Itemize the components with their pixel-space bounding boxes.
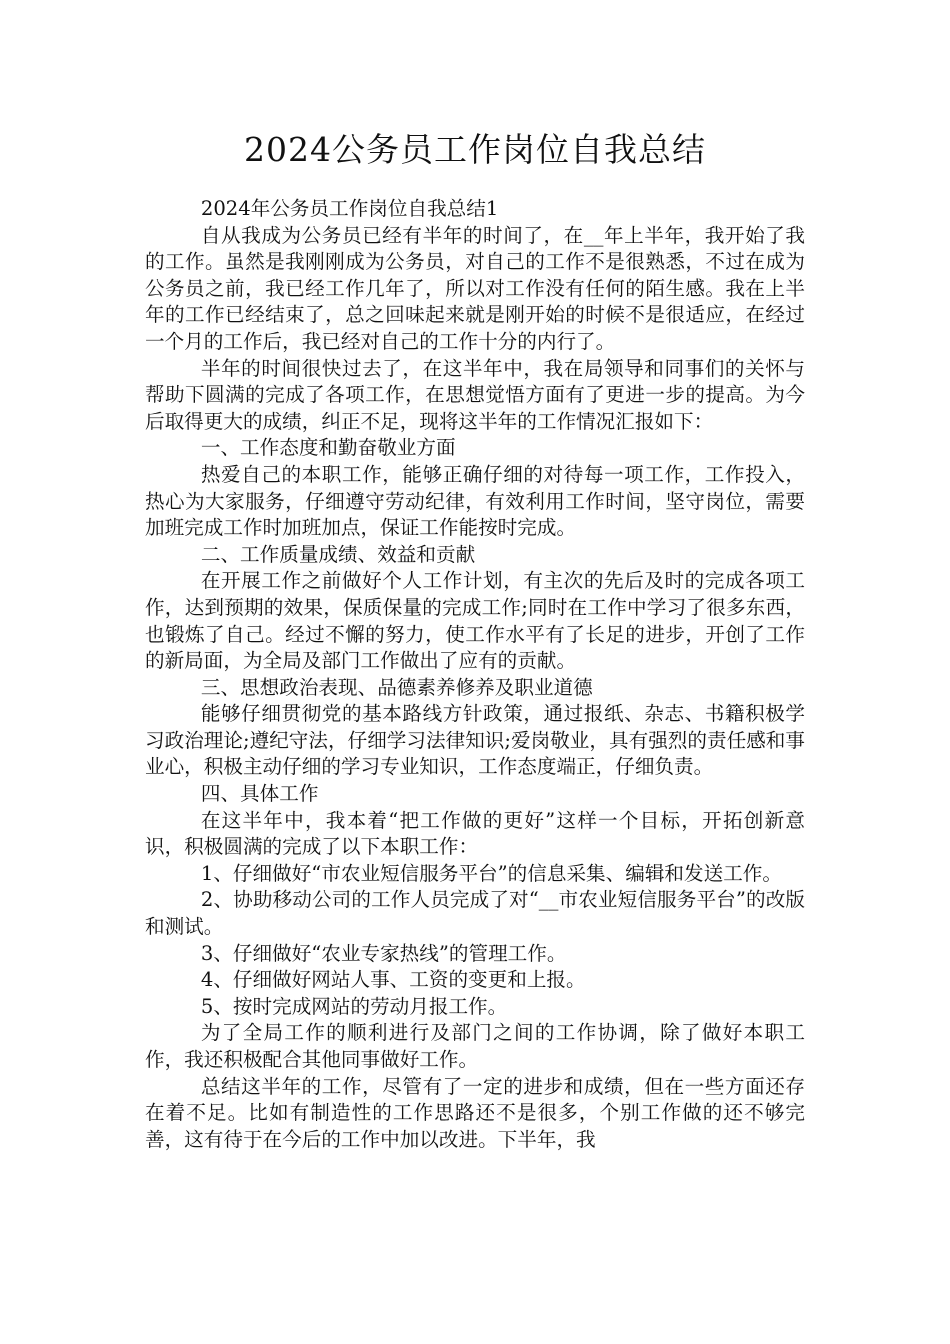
list-item-1: 1、仔细做好“市农业短信服务平台”的信息采集、编辑和发送工作。: [200, 861, 782, 885]
list-item-2: 2、协助移动公司的工作人员完成了对“__市农业短信服务平台”的改版和测试。: [145, 888, 805, 939]
paragraph-summary: 总结这半年的工作，尽管有了一定的进步和成绩，但在一些方面还存在着不足。比如有制造性的工作思路还不是很多，个别工作做的还不够完善，这有待于在今后的工作中加以改进。下半年，我: [145, 1074, 805, 1151]
paragraph-section-4: 在这半年中，我本着“把工作做的更好”这样一个目标，开拓创新意识，积极圆满的完成了以下本职工作：: [145, 808, 805, 859]
section-heading-3: 三、思想政治表现、品德素养修养及职业道德: [200, 675, 593, 699]
paragraph-section-3: 能够仔细贯彻党的基本路线方针政策，通过报纸、杂志、书籍积极学习政治理论;遵纪守法，仔细学习法律知识;爱岗敬业，具有强烈的责任感和事业心，积极主动仔细的学习专业知识，工作态度端正，仔细负责。: [145, 702, 805, 779]
paragraph-section-1: 热爱自己的本职工作，能够正确仔细的对待每一项工作，工作投入，热心为大家服务，仔细遵守劳动纪律，有效利用工作时间，坚守岗位，需要加班完成工作时加班加点，保证工作能按时完成。: [145, 462, 805, 540]
section-heading-4: 四、具体工作: [200, 782, 319, 806]
paragraph-overview: 半年的时间很快过去了，在这半年中，我在局领导和同事们的关怀与帮助下圆满的完成了各项工作，在思想觉悟方面有了更进一步的提高。为今后取得更大的成绩，纠正不足，现将这半年的工作情况汇报如下：: [145, 356, 805, 433]
paragraph-subtitle: 2024年公务员工作岗位自我总结1: [200, 197, 499, 220]
section-heading-2: 二、工作质量成绩、效益和贡献: [200, 542, 476, 566]
paragraph-section-2: 在开展工作之前做好个人工作计划，有主次的先后及时的完成各项工作，达到预期的效果，保质保量的完成工作;同时在工作中学习了很多东西，也锻炼了自己。经过不懈的努力，使工作水平有了长足的进步，开创了工作的新局面，为全局及部门工作做出了应有的贡献。: [145, 569, 805, 673]
list-item-4: 4、仔细做好网站人事、工资的变更和上报。: [200, 968, 586, 992]
document-title: 2024公务员工作岗位自我总结: [244, 130, 706, 169]
list-item-3: 3、仔细做好“农业专家热线”的管理工作。: [200, 941, 567, 965]
section-heading-1: 一、工作态度和勤奋敬业方面: [200, 436, 456, 460]
paragraph-cooperation: 为了全局工作的顺利进行及部门之间的工作协调，除了做好本职工作，我还积极配合其他同事做好工作。: [145, 1021, 805, 1071]
document-body: [145, 196, 805, 1153]
list-item-5: 5、按时完成网站的劳动月报工作。: [200, 994, 508, 1018]
paragraph-intro: 自从我成为公务员已经有半年的时间了，在__年上半年，我开始了我的工作。虽然是我刚刚成为公务员，对自己的工作不是很熟悉，不过在成为公务员之前，我已经工作几年了，所以对工作没有任何的陌生感。我在上半年的工作已经结束了，总之回味起来就是刚开始的时候不是很适应，在经过一个月的工作后，我已经对自己的工作十分的内行了。: [145, 223, 805, 353]
